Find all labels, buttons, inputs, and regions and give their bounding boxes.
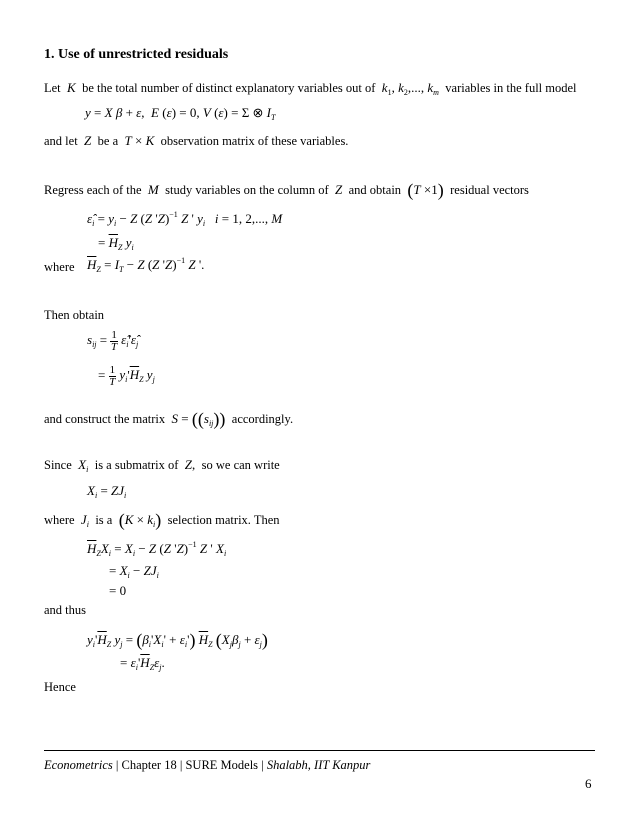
- where2-text-2: is a: [95, 513, 113, 527]
- equation-xi-zji: $X_i = ZJ_i$: [87, 483, 127, 500]
- paragraph-let-k: [44, 80, 577, 97]
- p3-text-3: and obtain: [348, 183, 402, 197]
- footer-rule: [44, 750, 595, 751]
- equation-yhy: $y_i'\overline{H}_Z$ $y_j = (\beta_i'X_i' + \varepsilon_i')$ $\overline{H}_Z$ $(X_j\beta_j + \varepsilon_j)$: [87, 630, 268, 650]
- paragraph-since: [44, 457, 280, 474]
- math-S: $S = ((s_{ij}))$: [171, 409, 226, 429]
- equation-hz-xi-3: = 0: [109, 583, 127, 598]
- equation-model: y = X β + ε, E (ε) = 0, V (ε) = Σ ⊗ $I_T$: [85, 105, 276, 122]
- then-obtain: Then obtain: [44, 308, 105, 322]
- equation-hz: $\overline{H}_Z = I_T - Z$ (Z 'Z)$^{-1}$ Z '.: [87, 256, 205, 274]
- math-Z-2: Z: [331, 182, 346, 197]
- equation-residual-2: = $\overline{H}_Z$ $y_i$: [98, 235, 134, 252]
- p3-text-2: study variables on the column of: [165, 183, 329, 197]
- equation-hz-xi-2: = $X_i - ZJ_i$: [109, 563, 159, 580]
- since-text-3: so we can write: [201, 458, 280, 472]
- equation-residual: $\varepsilon̂_i = y_i - Z$ (Z 'Z)$^{-1}$ Z ' $y_i$ i = 1, 2,..., M: [87, 210, 283, 228]
- construct-text-2: accordingly.: [231, 412, 294, 426]
- p1-text-1: Let: [44, 81, 61, 95]
- hence: Hence: [44, 680, 76, 694]
- and-thus: and thus: [44, 603, 87, 617]
- footer-topic: SURE Models: [185, 758, 259, 772]
- footer-sep-1: |: [115, 758, 119, 772]
- math-k-list: $k_1$, $k_2$,..., $k_m$: [381, 80, 439, 97]
- math-Z: Z: [80, 133, 95, 148]
- since-text-1: Since: [44, 458, 72, 472]
- footer-author: Shalabh, IIT Kanpur: [266, 758, 371, 772]
- paragraph-where-ji: [44, 510, 280, 531]
- equation-sij-2: = $\frac{1}{T}$ $y_i'\overline{H}_Z$ $y_j$: [98, 364, 155, 388]
- p1-text-2: be the total number of distinct explanatory variables out of: [82, 81, 376, 95]
- p2-text-3: observation matrix of these variables.: [160, 134, 349, 148]
- paragraph-regress: [44, 180, 529, 201]
- equation-yhy-2: = $\varepsilon_i'\overline{H}_Z\varepsilon_j$.: [120, 655, 165, 672]
- footer-chapter: Chapter 18: [121, 758, 177, 772]
- p1-text-3: variables in the full model: [445, 81, 577, 95]
- since-text-2: is a submatrix of: [94, 458, 179, 472]
- construct-text-1: and construct the matrix: [44, 412, 166, 426]
- math-Ji: $J_i$: [80, 512, 89, 529]
- math-Tx1: (T ×1): [407, 180, 444, 200]
- where2-text-1: where: [44, 513, 75, 527]
- page-number: 6: [585, 776, 592, 791]
- p2-text-2: be a: [97, 134, 119, 148]
- math-Z-3: Z,: [184, 457, 199, 472]
- paragraph-construct: [44, 409, 293, 430]
- equation-hz-xi: $\overline{H}_ZX_i = X_i - Z$ (Z 'Z)$^{-1}$ Z ' $X_i$: [87, 540, 227, 558]
- section-title: 1. Use of unrestricted residuals: [44, 47, 229, 62]
- where-hz-label: where: [44, 260, 75, 274]
- math-K: K: [63, 80, 79, 95]
- footer-sep-2: |: [179, 758, 183, 772]
- p3-text-4: residual vectors: [450, 183, 529, 197]
- paragraph-let-z: [44, 133, 348, 149]
- equation-sij: $s_{ij}$ = $\frac{1}{T}$ $\varepsilon̂_i'\varepsilon̂_j$: [87, 329, 139, 353]
- footer-sep-3: |: [261, 758, 264, 772]
- footer: [44, 758, 370, 773]
- where2-text-3: selection matrix. Then: [167, 513, 280, 527]
- p3-text-1: Regress each of the: [44, 183, 142, 197]
- math-TxK: T × K: [124, 133, 155, 148]
- math-Xi: $X_i$: [78, 457, 89, 474]
- footer-book: Econometrics: [44, 758, 113, 772]
- math-Kxki: $(K \times k_i)$: [118, 510, 162, 530]
- math-M: M: [144, 182, 162, 197]
- p2-text-1: and let: [44, 134, 78, 148]
